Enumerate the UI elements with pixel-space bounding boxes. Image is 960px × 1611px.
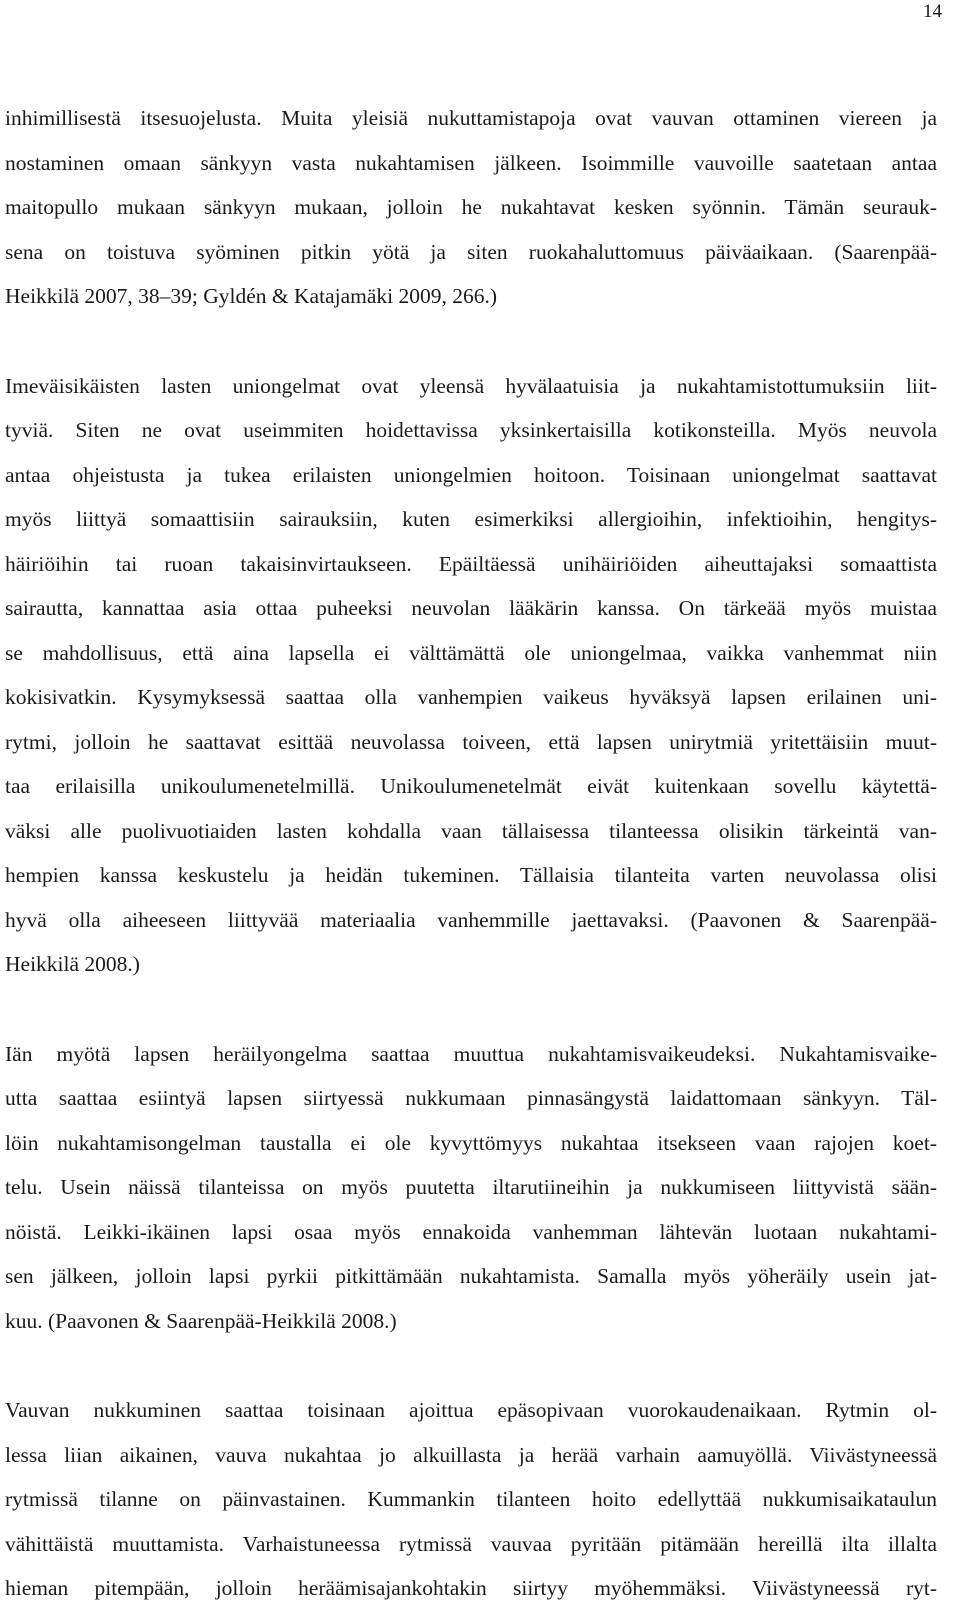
text-line: utta saattaa esiintyä lapsen siirtyessä nukkumaan pinnasängystä laidattomaan sänkyyn. Täl- bbox=[5, 1086, 937, 1110]
text-line: Heikkilä 2007, 38–39; Gyldén & Katajamäki 2009, 266.) bbox=[5, 284, 498, 308]
text-line: rytmissä tilanne on päinvastainen. Kummankin tilanteen hoito edellyttää nukkumisaikataulun bbox=[5, 1487, 937, 1511]
text-line: nostaminen omaan sänkyyn vasta nukahtamisen jälkeen. Isoimmille vauvoille saatetaan antaa bbox=[5, 150, 937, 175]
paragraph-1 bbox=[5, 96, 937, 319]
text-line: Iän myötä lapsen heräilyongelma saattaa muuttua nukahtamisvaikeudeksi. Nukahtamisvaike- bbox=[5, 1041, 937, 1066]
paragraph-3 bbox=[5, 1032, 937, 1344]
text-line: kokisivatkin. Kysymyksessä saattaa olla vanhempien vaikeus hyväksyä lapsen erilainen uni- bbox=[5, 685, 937, 709]
text-line: Imeväisikäisten lasten uniongelmat ovat yleensä hyvälaatuisia ja nukahtamistottumuksiin liit- bbox=[5, 373, 937, 398]
text-line: sen jälkeen, jolloin lapsi pyrkii pitkittämään nukahtamista. Samalla myös yöheräily usein jat- bbox=[5, 1264, 937, 1288]
text-line: tyviä. Siten ne ovat useimmiten hoidettavissa yksinkertaisilla kotikonsteilla. Myös neuvola bbox=[5, 418, 937, 442]
text-line: myös liittyä somaattisiin sairauksiin, kuten esimerkiksi allergioihin, infektioihin, hengitys- bbox=[5, 507, 937, 531]
text-line: hempien kanssa keskustelu ja heidän tukeminen. Tällaisia tilanteita varten neuvolassa olisi bbox=[5, 863, 937, 887]
text-line: se mahdollisuus, että aina lapsella ei välttämättä ole uniongelmaa, vaikka vanhemmat niin bbox=[5, 640, 937, 665]
text-line: vähittäistä muuttamista. Varhaistuneessa rytmissä vauvaa pyritään pitämään hereillä ilta illalta bbox=[5, 1531, 937, 1556]
paragraph-gap bbox=[5, 987, 937, 1032]
text-line: sairautta, kannattaa asia ottaa puheeksi neuvolan lääkärin kanssa. On tärkeää myös muistaa bbox=[5, 596, 937, 620]
text-line: maitopullo mukaan sänkyyn mukaan, jolloin he nukahtavat kesken syönnin. Tämän seurauk- bbox=[5, 195, 937, 219]
text-line: telu. Usein näissä tilanteissa on myös puutetta iltarutiineihin ja nukkumiseen liittyvistä sään- bbox=[5, 1175, 937, 1199]
paragraph-2 bbox=[5, 364, 937, 987]
text-line: hyvä olla aiheeseen liittyvää materiaalia vanhemmille jaettavaksi. (Paavonen & Saarenpää- bbox=[5, 907, 937, 932]
text-line: taa erilaisilla unikoulumenetelmillä. Unikoulumenetelmät eivät kuitenkaan sovellu käytettä- bbox=[5, 774, 937, 798]
text-line: antaa ohjeistusta ja tukea erilaisten uniongelmien hoitoon. Toisinaan uniongelmat saattavat bbox=[5, 462, 937, 487]
text-line: sena on toistuva syöminen pitkin yötä ja siten ruokahaluttomuus päiväaikaan. (Saarenpää- bbox=[5, 239, 937, 264]
text-line: lessa liian aikainen, vauva nukahtaa jo alkuillasta ja herää varhain aamuyöllä. Viivästyneessä bbox=[5, 1442, 937, 1467]
text-line: nöistä. Leikki-ikäinen lapsi osaa myös ennakoida vanhemman lähtevän luotaan nukahtami- bbox=[5, 1219, 937, 1244]
text-line: inhimillisestä itsesuojelusta. Muita yleisiä nukuttamistapoja ovat vauvan ottaminen viereen ja bbox=[5, 106, 937, 130]
paragraph-4 bbox=[5, 1388, 937, 1611]
document-body bbox=[5, 96, 937, 1611]
paragraph-gap bbox=[5, 319, 937, 364]
text-line: kuu. (Paavonen & Saarenpää-Heikkilä 2008.) bbox=[5, 1308, 397, 1333]
text-line: Heikkilä 2008.) bbox=[5, 952, 140, 976]
text-line: hieman pitempään, jolloin heräämisajankohtakin siirtyy myöhemmäksi. Viivästyneessä ryt- bbox=[5, 1576, 937, 1600]
text-line: Vauvan nukkuminen saattaa toisinaan ajoittua epäsopivaan vuorokaudenaikaan. Rytmin ol- bbox=[5, 1398, 937, 1422]
paragraph-gap bbox=[5, 1343, 937, 1388]
page-number: 14 bbox=[923, 1, 942, 22]
text-line: löin nukahtamisongelman taustalla ei ole kyvyttömyys nukahtaa itsekseen vaan rajojen koet- bbox=[5, 1130, 937, 1155]
text-line: häiriöihin tai ruoan takaisinvirtaukseen. Epäiltäessä unihäiriöiden aiheuttajaksi somaattista bbox=[5, 551, 937, 576]
text-line: väksi alle puolivuotiaiden lasten kohdalla vaan tällaisessa tilanteessa olisikin tärkeintä van- bbox=[5, 818, 937, 843]
text-line: rytmi, jolloin he saattavat esittää neuvolassa toiveen, että lapsen unirytmiä yritettäisiin muut- bbox=[5, 729, 937, 754]
